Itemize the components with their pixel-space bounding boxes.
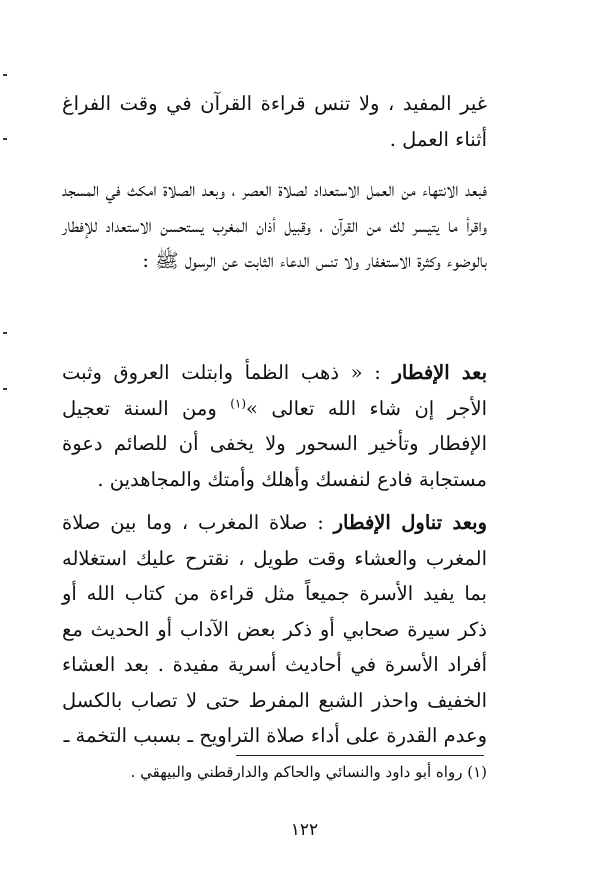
scan-edge-mark <box>3 74 7 76</box>
paragraph-3-text-after-ref: ومن السنة تعجيل الإفطار وتأخير السحور ولا يخفى أن للصائم دعوة مستجابة فادع لنفسك وأهلك وأمتك والمجاهدين . <box>62 396 487 491</box>
paragraph-2-text: فبعد الانتهاء من العمل الاستعداد لصلاة العصر ، وبعد الصلاة امكث في المسجد واقرأ ما يتيسر لك من القرآن ، وقبيل أذان المغرب يستحسن الاستعداد للإفطار بالوضوء وكثرة الاستغفار ولا تنس الدعاء الثابت عن الرسول ﷺ : <box>62 178 487 272</box>
paragraph-4-text: : صلاة المغرب ، وما بين صلاة المغرب والعشاء وقت طويل ، نقترح عليك استغلاله بما يفيد الأسرة جميعاً مثل قراءة من كتاب الله أو ذكر سيرة صحابي أو ذكر بعض الآداب أو الحديث مع أفراد الأسرة في أحاديث أسرية مفيدة . بعد العشاء الخفيف واحذر الشبع المفرط حتى لا تصاب بالكسل وعدم القدرة على أداء صلاة التراويح ـ بسبب التخمة ـ <box>62 511 487 747</box>
paragraph-3-text-before-ref: : « ذهب الظمأ وابتلت العروق وثبت الأجر إن شاء الله تعالى » <box>62 361 487 420</box>
footnote <box>62 761 487 783</box>
page-number: ١٢٢ <box>290 820 319 840</box>
footnote-reference: (١) <box>230 396 247 410</box>
scan-edge-mark <box>3 388 7 390</box>
paragraph-2 <box>62 172 487 279</box>
scan-edge-mark <box>3 138 7 140</box>
paragraph-1 <box>62 86 487 157</box>
paragraph-3 <box>62 355 487 497</box>
scan-edge-mark <box>3 332 7 334</box>
paragraph-4 <box>62 505 487 754</box>
paragraph-4-heading: وبعد تناول الإفطار <box>333 511 488 534</box>
footnote-text: (١) رواه أبو داود والنسائي والحاكم والدارقطني والبيهقي . <box>130 763 487 781</box>
paragraph-3-heading: بعد الإفطار <box>392 361 487 384</box>
paragraph-1-text: غير المفيد ، ولا تنس قراءة القرآن في وقت الفراغ أثناء العمل . <box>62 92 487 151</box>
footnote-divider <box>236 755 484 756</box>
